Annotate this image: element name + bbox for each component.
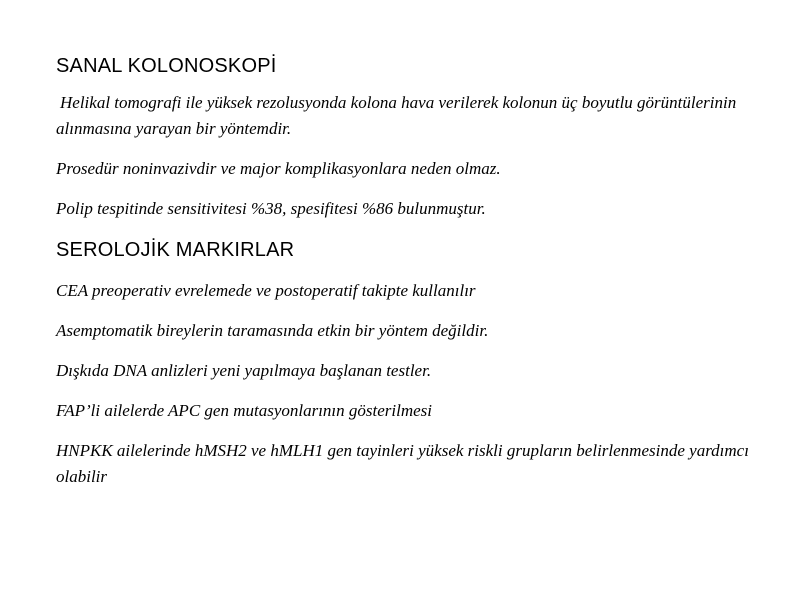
paragraph-fap: FAP’li ailelerde APC gen mutasyonlarının gösterilmesi [56,401,433,420]
section-heading-serolojik-markirlar: SEROLOJİK MARKIRLAR [56,239,295,261]
paragraph-cea: CEA preoperativ evrelemede ve postoperatif takipte kullanılır [56,281,476,300]
slide-content [56,52,756,504]
paragraph-hnpkk: HNPKK ailelerinde hMSH2 ve hMLH1 gen tayinleri yüksek riskli grupların belirlenmesinde yardımcı olabilir [56,441,749,486]
paragraph-definition: Helikal tomografi ile yüksek rezolusyonda kolona hava verilerek kolonun üç boyutlu görüntülerinin alınmasına yarayan bir yöntemdir. [56,93,737,138]
paragraph-sensitivity: Polip tespitinde sensitivitesi %38, spesifitesi %86 bulunmuştur. [56,199,486,218]
paragraph-screening: Asemptomatik bireylerin taramasında etkin bir yöntem değildir. [56,321,489,340]
paragraph-noninvasive: Prosedür noninvazivdir ve major komplikasyonlara neden olmaz. [56,159,501,178]
paragraph-stool-dna: Dışkıda DNA anlizleri yeni yapılmaya başlanan testler. [56,361,432,380]
section-heading-sanal-kolonoskopi: SANAL KOLONOSKOPİ [56,55,277,77]
